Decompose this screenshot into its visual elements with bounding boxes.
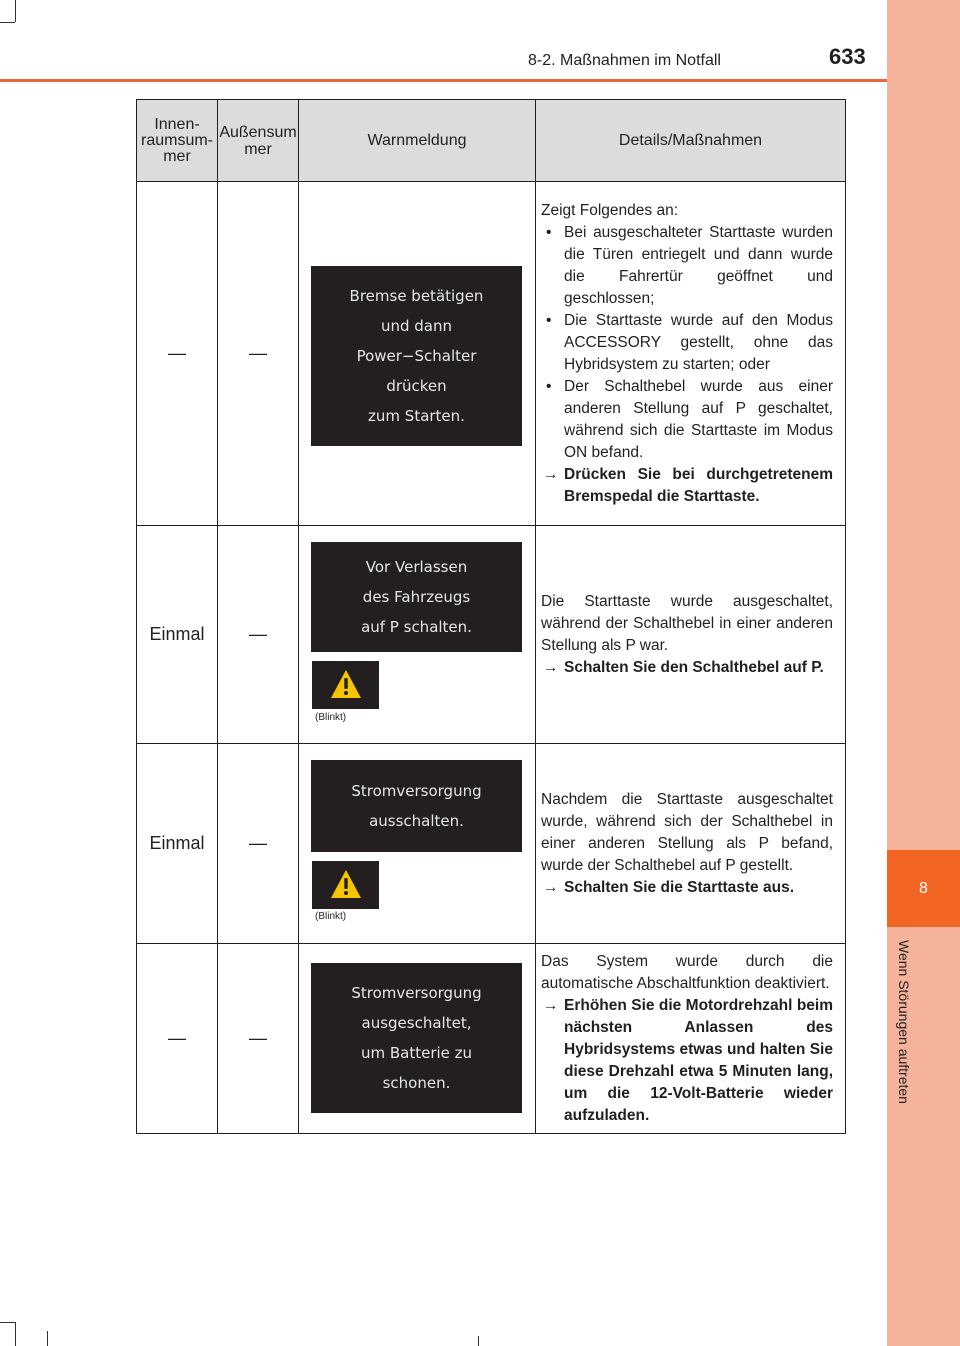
action-text: Drücken Sie bei durchgetretenem Bremspedal die Starttaste. [564, 465, 833, 505]
display-line: schonen. [382, 1074, 451, 1092]
blink-label: (Blinkt) [315, 712, 347, 723]
warning-message-cell [299, 944, 536, 1134]
table-row [137, 182, 846, 526]
blink-label: (Blinkt) [315, 911, 347, 922]
crop-mark [47, 1331, 48, 1346]
details-cell [536, 744, 846, 944]
exterior-buzzer-cell: — [218, 744, 299, 944]
details-text: Die Starttaste wurde ausgeschaltet, während der Schalthebel in einer anderen Stellung als P war. [541, 592, 833, 654]
display-line: ausschalten. [369, 812, 464, 830]
details-intro: Zeigt Folgendes an: [541, 201, 679, 219]
page-number: 633 [829, 44, 866, 69]
warning-message-table [136, 99, 846, 1134]
warning-message-cell [299, 744, 536, 944]
interior-buzzer-cell: Einmal [137, 744, 218, 944]
table-header-row [137, 100, 846, 182]
details-bullet: • Der Schalthebel wurde aus einer anderen Stellung auf P geschaltet, während sich die Starttaste im Modus ON befand. [541, 376, 833, 464]
chapter-number-tab [887, 850, 960, 927]
chapter-number: 8 [919, 879, 928, 897]
interior-buzzer-cell: — [137, 944, 218, 1134]
display-line: drücken [386, 377, 447, 395]
right-arrow-icon: → [543, 878, 559, 896]
table-row [137, 526, 846, 744]
warning-display [311, 760, 522, 852]
details-action [541, 995, 833, 1127]
display-line: Vor Verlassen [365, 558, 468, 576]
crop-mark [0, 1322, 15, 1323]
interior-buzzer-cell: — [137, 182, 218, 526]
warning-display [311, 542, 522, 652]
details-bullet: • Die Starttaste wurde auf den Modus ACCESSORY gestellt, ohne das Hybridsystem zu starten; oder [541, 310, 833, 376]
warning-triangle-icon [330, 868, 362, 900]
display-line: Stromversorgung [351, 782, 482, 800]
details-cell [536, 182, 846, 526]
warning-message-cell [299, 182, 536, 526]
header-details: Details/Maßnahmen [536, 100, 846, 182]
details-bullet: • Bei ausgeschalteter Starttaste wurden die Türen entriegelt und dann wurde die Fahrertür geöffnet und geschlossen; [541, 222, 833, 310]
action-text: Schalten Sie die Starttaste aus. [564, 878, 795, 896]
action-text: Erhöhen Sie die Motordrehzahl beim nächsten Anlassen des Hybridsystems etwas und halten Sie diese Drehzahl etwa 5 Minuten lang, um die 12-Volt-Batterie wieder aufzuladen. [564, 996, 833, 1124]
warning-message-cell [299, 526, 536, 744]
right-arrow-icon: → [543, 658, 559, 676]
warning-display [311, 266, 522, 446]
display-line: ausgeschaltet, [361, 1014, 472, 1032]
display-line: und dann [380, 317, 453, 335]
exterior-buzzer-cell: — [218, 944, 299, 1134]
crop-mark [0, 22, 15, 23]
display-line: Stromversorgung [351, 984, 482, 1002]
crop-mark [478, 1336, 479, 1346]
crop-mark [15, 1322, 16, 1346]
display-line: auf P schalten. [361, 618, 472, 636]
header-interior-buzzer: Innen- raumsum- mer [137, 100, 218, 182]
display-line: des Fahrzeugs [362, 588, 471, 606]
warning-triangle-icon [330, 668, 362, 700]
details-cell [536, 944, 846, 1134]
warning-light [312, 661, 379, 709]
crop-mark [15, 0, 16, 22]
right-arrow-icon: → [543, 996, 559, 1014]
action-text: Schalten Sie den Schalthebel auf P. [564, 658, 824, 676]
details-action [541, 877, 833, 899]
header-warning-message: Warnmeldung [299, 100, 536, 182]
details-cell [536, 526, 846, 744]
display-line: zum Starten. [368, 407, 465, 425]
display-line: Power−Schalter [356, 347, 477, 365]
display-line: Bremse betätigen [349, 287, 484, 305]
header-exterior-buzzer: Außensum mer [218, 100, 299, 182]
details-action [541, 657, 833, 679]
interior-buzzer-cell: Einmal [137, 526, 218, 744]
section-title: 8-2. Maßnahmen im Notfall [528, 52, 721, 69]
exterior-buzzer-cell: — [218, 526, 299, 744]
header-rule [0, 79, 887, 82]
details-text: Nachdem die Starttaste ausgeschaltet wurde, während sich der Schalthebel in einer anderen Stellung als P befand, wurde der Schalthebel auf P gestellt. [541, 790, 833, 874]
table-row [137, 944, 846, 1134]
details-text: Das System wurde durch die automatische Abschaltfunktion deaktiviert. [541, 952, 833, 992]
right-arrow-icon: → [543, 465, 559, 483]
table-row [137, 744, 846, 944]
display-line: um Batterie zu [360, 1044, 473, 1062]
chapter-title-vertical [884, 940, 924, 1150]
details-action [541, 464, 833, 508]
chapter-title: Wenn Störungen auftreten [896, 940, 912, 1104]
warning-light [312, 861, 379, 909]
exterior-buzzer-cell: — [218, 182, 299, 526]
warning-display [311, 963, 522, 1113]
